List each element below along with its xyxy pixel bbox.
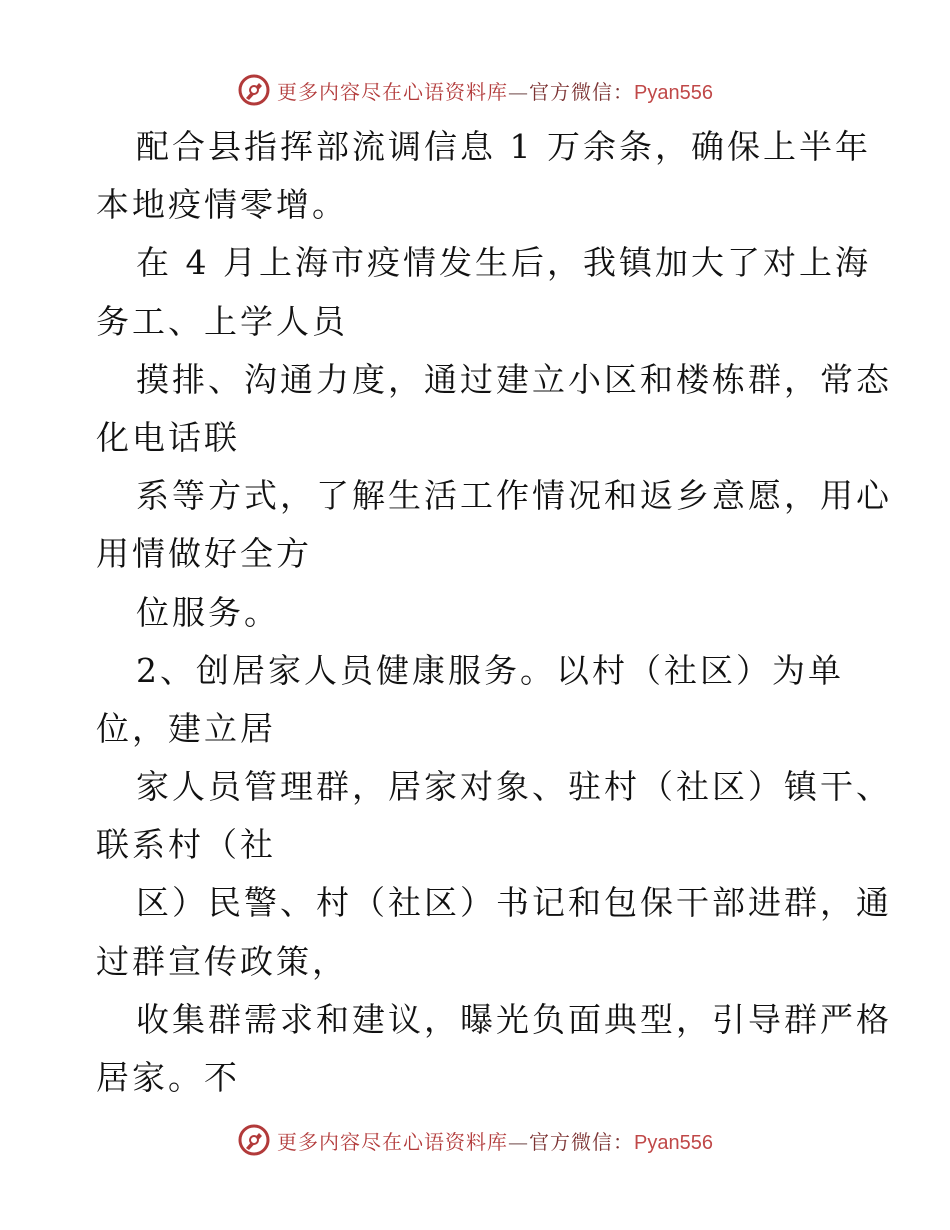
text-line: 摸排、沟通力度，通过建立小区和楼栋群，常态	[136, 359, 892, 399]
text-line: 化电话联	[96, 417, 240, 457]
text-line: 联系村（社	[96, 825, 276, 865]
footer-watermark	[0, 1120, 950, 1160]
watermark-text	[277, 1126, 713, 1155]
text-line: 2、创居家人员健康服务。以村（社区）为单	[136, 650, 844, 690]
header-watermark	[0, 70, 950, 110]
text-line: 位服务。	[136, 592, 280, 632]
text-line: 用情做好全方	[96, 534, 312, 574]
watermark-separator: —	[508, 1129, 530, 1154]
watermark-wechat-label: 官方微信：	[529, 79, 635, 104]
text-line: 区）民警、村（社区）书记和包保干部进群，通	[136, 883, 892, 923]
text-line: 过群宣传政策，	[96, 941, 348, 981]
text-line: 收集群需求和建议，曝光负面典型，引导群严格	[136, 999, 892, 1039]
pen-circle-logo-icon	[237, 73, 271, 107]
text-line: 系等方式，了解生活工作情况和返乡意愿，用心	[136, 476, 892, 516]
text-line: 位，建立居	[96, 708, 276, 748]
watermark-main: 更多内容尽在心语资料库	[277, 1129, 509, 1154]
watermark-text	[277, 76, 713, 105]
watermark-wechat-label: 官方微信：	[529, 1129, 635, 1154]
watermark-separator: —	[508, 79, 530, 104]
watermark-wechat-id: Pyan556	[634, 1131, 713, 1154]
text-line: 居家。不	[96, 1058, 240, 1097]
watermark-wechat-id: Pyan556	[634, 81, 713, 104]
text-line: 务工、上学人员	[96, 301, 348, 341]
text-line: 家人员管理群，居家对象、驻村（社区）镇干、	[136, 767, 892, 807]
watermark-main: 更多内容尽在心语资料库	[277, 79, 509, 104]
text-line: 在 4 月上海市疫情发生后，我镇加大了对上海	[136, 243, 871, 283]
pen-circle-logo-icon	[237, 1123, 271, 1157]
text-line: 配合县指挥部流调信息 1 万余条，确保上半年	[136, 127, 871, 166]
document-body	[96, 118, 892, 1107]
text-line: 本地疫情零增。	[96, 185, 348, 225]
